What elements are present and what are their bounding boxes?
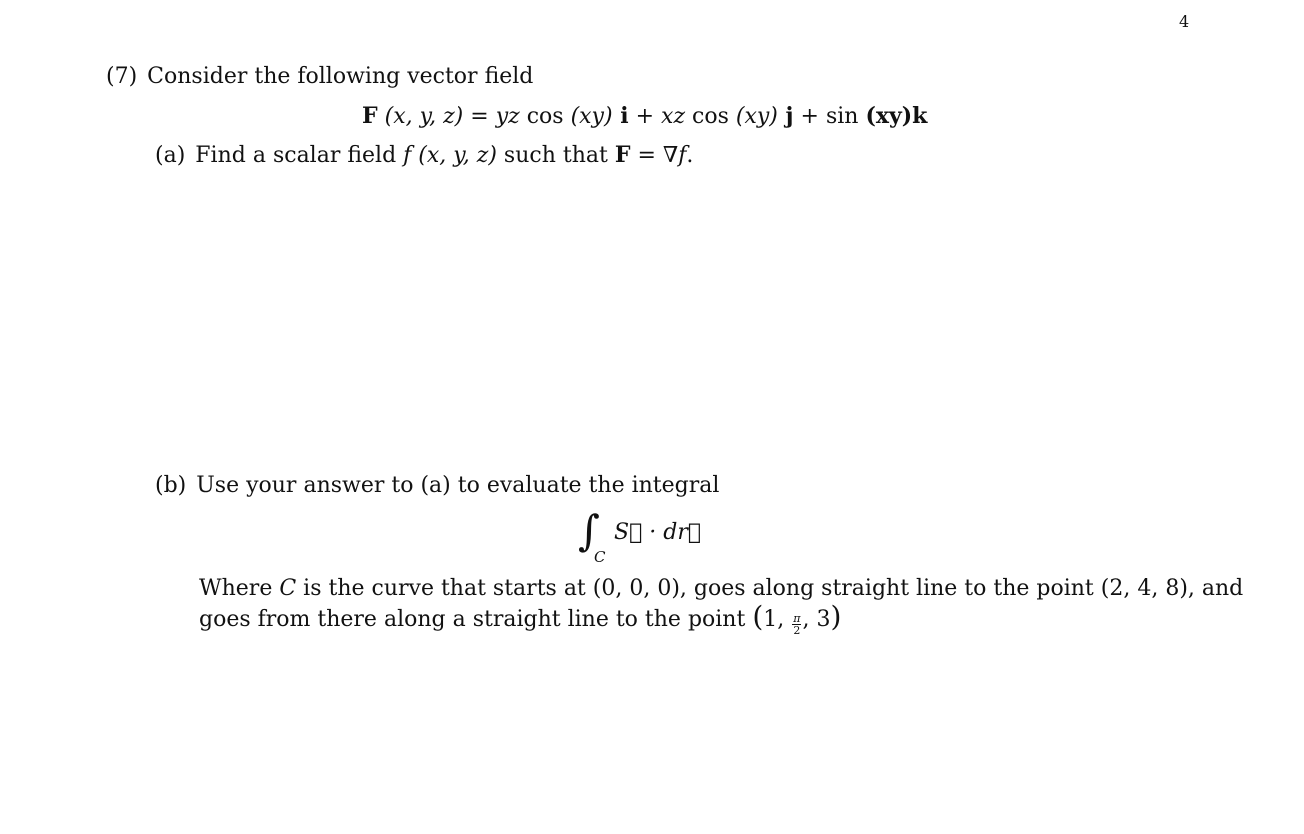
- point-first: 1,: [763, 607, 792, 632]
- eq-unit-k: k: [912, 103, 928, 129]
- eq-cos1: cos: [519, 104, 571, 129]
- vector-field-equation: [362, 103, 927, 129]
- desc2-pre: goes from there along a straight line to the point: [199, 607, 753, 632]
- integrand: S⃗ · dr⃗: [614, 520, 702, 545]
- fraction-denominator: 2: [793, 624, 801, 637]
- desc1-pre: Where: [199, 576, 280, 601]
- eq-arg2: (xy): [735, 104, 778, 129]
- point-open-paren: (: [752, 600, 764, 633]
- pi-over-2-fraction: [792, 613, 801, 636]
- eq-arg1: (xy): [570, 104, 613, 129]
- line-integral: [578, 506, 702, 572]
- part-a-F: F: [614, 142, 631, 168]
- fraction-numerator: π: [793, 612, 801, 625]
- eq-cos2: cos: [685, 104, 736, 129]
- problem-number: (7): [106, 64, 138, 89]
- eq-lhs-F: F: [362, 103, 378, 129]
- part-a-f-end: f: [678, 143, 687, 168]
- part-b-text: Use your answer to (a) to evaluate the integral: [196, 473, 720, 498]
- part-a-equals-grad: = ∇: [630, 143, 679, 168]
- problem-header: [106, 64, 533, 89]
- eq-sin: sin: [825, 104, 866, 129]
- eq-unit-i: i: [612, 103, 629, 129]
- eq-plus2: +: [793, 104, 826, 129]
- part-a-period: .: [686, 143, 694, 168]
- eq-term1-vars: yz: [495, 104, 520, 129]
- eq-lhs-args: (x, y, z) =: [377, 104, 496, 129]
- desc1-post: is the curve that starts at (0, 0, 0), goes along straight line to the point (2, 4, 8), and: [296, 576, 1244, 601]
- part-b-label: (b): [155, 473, 187, 498]
- part-a: [155, 142, 693, 168]
- point-last: , 3: [802, 607, 831, 632]
- part-a-text-middle: such that: [496, 143, 615, 168]
- curve-description-line-2: [199, 600, 842, 640]
- integral-subscript: C: [594, 548, 606, 566]
- part-b: [155, 473, 719, 498]
- part-a-text-before: Find a scalar field: [195, 143, 404, 168]
- eq-arg3: (xy): [865, 103, 913, 129]
- eq-term2-vars: xz: [661, 104, 686, 129]
- desc1-C: C: [279, 576, 297, 601]
- page-number: 4: [1179, 12, 1190, 31]
- part-a-f-expr: f (x, y, z): [403, 143, 497, 168]
- eq-plus1: +: [628, 104, 662, 129]
- point-close-paren: ): [830, 600, 842, 633]
- problem-intro: Consider the following vector field: [147, 64, 534, 89]
- curve-description-line-1: [199, 576, 1243, 601]
- part-a-label: (a): [155, 143, 186, 168]
- eq-unit-j: j: [777, 103, 794, 129]
- integral-sign: ∫: [578, 506, 600, 555]
